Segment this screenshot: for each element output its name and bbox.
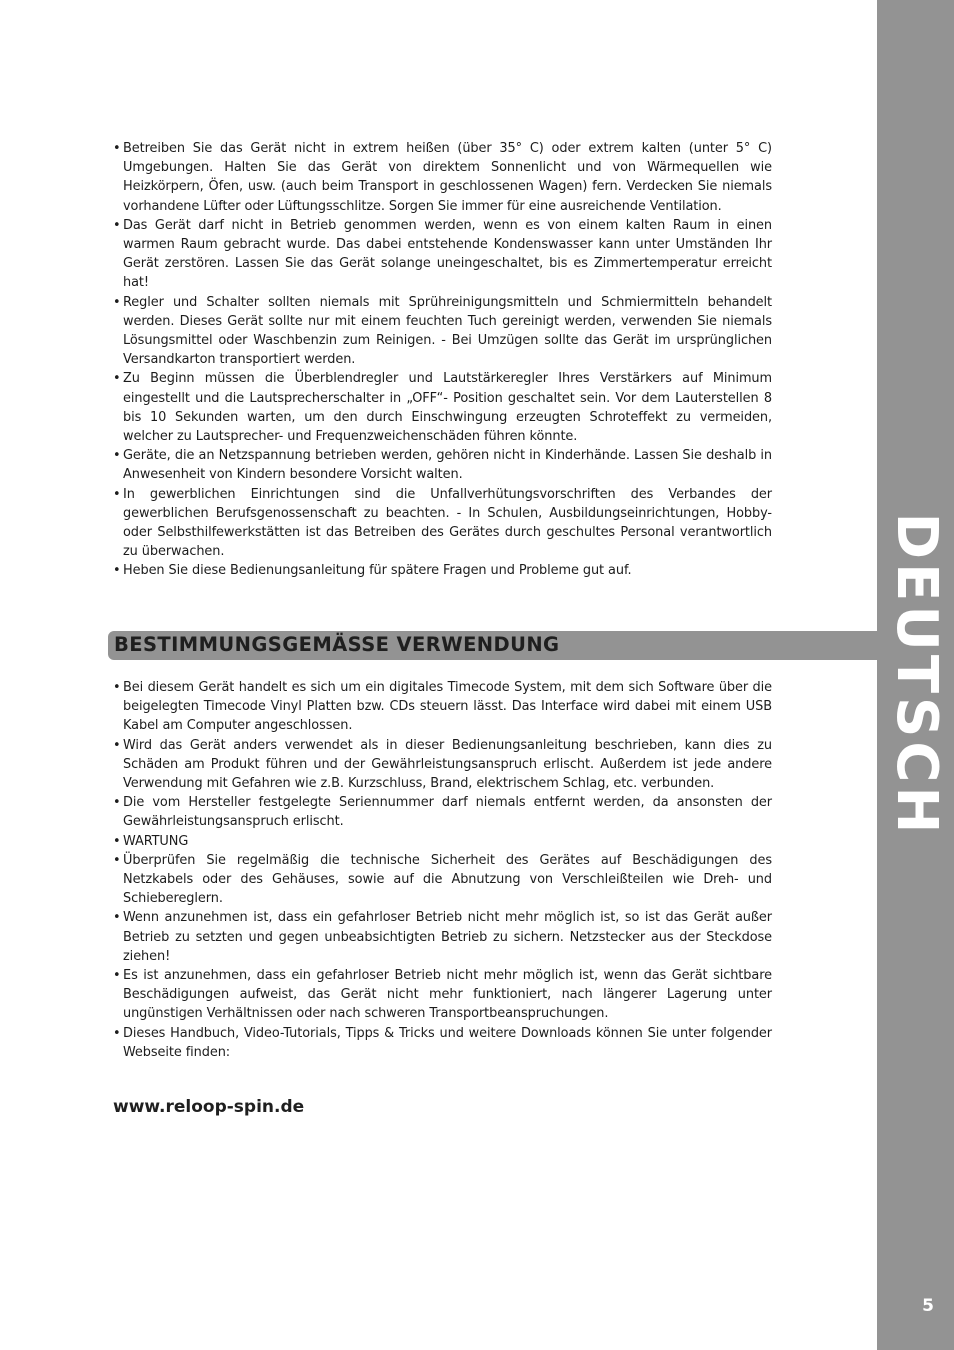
- list-item: • Regler und Schalter sollten niemals mit Sprühreinigungsmitteln und Schmiermitteln behandelt werden. Dieses Gerät sollte nur mit einem feuchten Tuch gereinigt werden, verwenden Sie niemals Lösungsmittel oder Waschbenzin zum Reinigen. - Bei Umzügen sollte das Gerät im ursprünglichen Versandkarton transportiert werden.: [113, 293, 772, 370]
- list-item: • In gewerblichen Einrichtungen sind die Unfallverhütungsvorschriften des Verbandes der gewerblichen Berufsgenossenschaft zu beachten. - In Schulen, Ausbildungseinrichtungen, Hobby- oder Selbsthilfewerkstätten ist das Betreiben des Gerätes durch geschultes Personal verantwortlich zu überwachen.: [113, 485, 772, 562]
- list-item: • Geräte, die an Netzspannung betrieben werden, gehören nicht in Kinderhände. Lassen Sie deshalb in Anwesenheit von Kindern besondere Vorsicht walten.: [113, 446, 772, 484]
- list-item: • Wird das Gerät anders verwendet als in dieser Bedienungsanleitung beschrieben, kann dies zu Schäden am Produkt führen und der Gewährleistungsanspruch erlischt. Außerdem ist jede andere Verwendung mit Gefahren wie z.B. Kurzschluss, Brand, elektrischem Schlag, etc. verbunden.: [113, 736, 772, 794]
- list-item: • Bei diesem Gerät handelt es sich um ein digitales Timecode System, mit dem sich Software über die beigelegten Timecode Vinyl Platten bzw. CDs steuern lässt. Das Interface wird dabei mit einem USB Kabel am Computer angeschlossen.: [113, 678, 772, 736]
- list-item: • Die vom Hersteller festgelegte Seriennummer darf niemals entfernt werden, da ansonsten der Gewährleistungsanspruch erlischt.: [113, 793, 772, 831]
- list-item: • Heben Sie diese Bedienungsanleitung für spätere Fragen und Probleme gut auf.: [113, 561, 772, 580]
- list-item: • Es ist anzunehmen, dass ein gefahrloser Betrieb nicht mehr möglich ist, wenn das Gerät sichtbare Beschädigungen aufweist, das Gerät nicht mehr funktioniert, nach längerer Lagerung unter ungünstigen Verhältnissen oder nach schweren Transportbeanspruchungen.: [113, 966, 772, 1024]
- section-heading-bar: [108, 631, 877, 660]
- list-item: • Überprüfen Sie regelmäßig die technische Sicherheit des Gerätes auf Beschädigungen des Netzkabels oder des Gehäuses, sowie auf die Abnutzung von Verschleißteilen wie Dreh- und Schiebereglern.: [113, 851, 772, 909]
- language-label: DEUTSCH: [883, 512, 949, 838]
- section-heading: BESTIMMUNGSGEMÄSSE VERWENDUNG: [114, 633, 560, 656]
- list-item: • Dieses Handbuch, Video-Tutorials, Tipps & Tricks und weitere Downloads können Sie unter folgender Webseite finden:: [113, 1024, 772, 1062]
- page-number: 5: [922, 1296, 934, 1316]
- intended-use-list: [113, 678, 772, 1062]
- list-item: • Betreiben Sie das Gerät nicht in extrem heißen (über 35° C) oder extrem kalten (unter 5° C) Umgebungen. Halten Sie das Gerät von direktem Sonnenlicht und von Wärmequellen wie Heizkörpern, Öfen, usw. (auch beim Transport in geschlossenen Wagen) fern. Verdecken Sie niemals vorhandene Lüfter oder Lüftungsschlitze. Sorgen Sie immer für eine ausreichende Ventilation.: [113, 139, 772, 216]
- website-link[interactable]: www.reloop-spin.de: [113, 1097, 305, 1117]
- list-item: • WARTUNG: [113, 832, 772, 851]
- language-sidebar: [877, 0, 954, 1350]
- safety-instructions-list: [113, 139, 772, 581]
- list-item: • Wenn anzunehmen ist, dass ein gefahrloser Betrieb nicht mehr möglich ist, so ist das Gerät außer Betrieb zu setzten und gegen unbeabsichtigten Betrieb zu sichern. Netzstecker aus der Steckdose ziehen!: [113, 908, 772, 966]
- list-item: • Zu Beginn müssen die Überblendregler und Lautstärkeregler Ihres Verstärkers auf Minimum eingestellt und die Lautsprecherschalter in „OFF“- Position geschaltet sein. Vor dem Lauterstellen 8 bis 10 Sekunden warten, um den durch Einschwingung erzeugten Schroteffekt zu vermeiden, welcher zu Lautsprecher- und Frequenzweichenschäden führen könnte.: [113, 369, 772, 446]
- list-item: • Das Gerät darf nicht in Betrieb genommen werden, wenn es von einem kalten Raum in einen warmen Raum gebracht wurde. Das dabei entstehende Kondenswasser kann unter Umständen Ihr Gerät zerstören. Lassen Sie das Gerät solange uneingeschaltet, bis es Zimmertemperatur erreicht hat!: [113, 216, 772, 293]
